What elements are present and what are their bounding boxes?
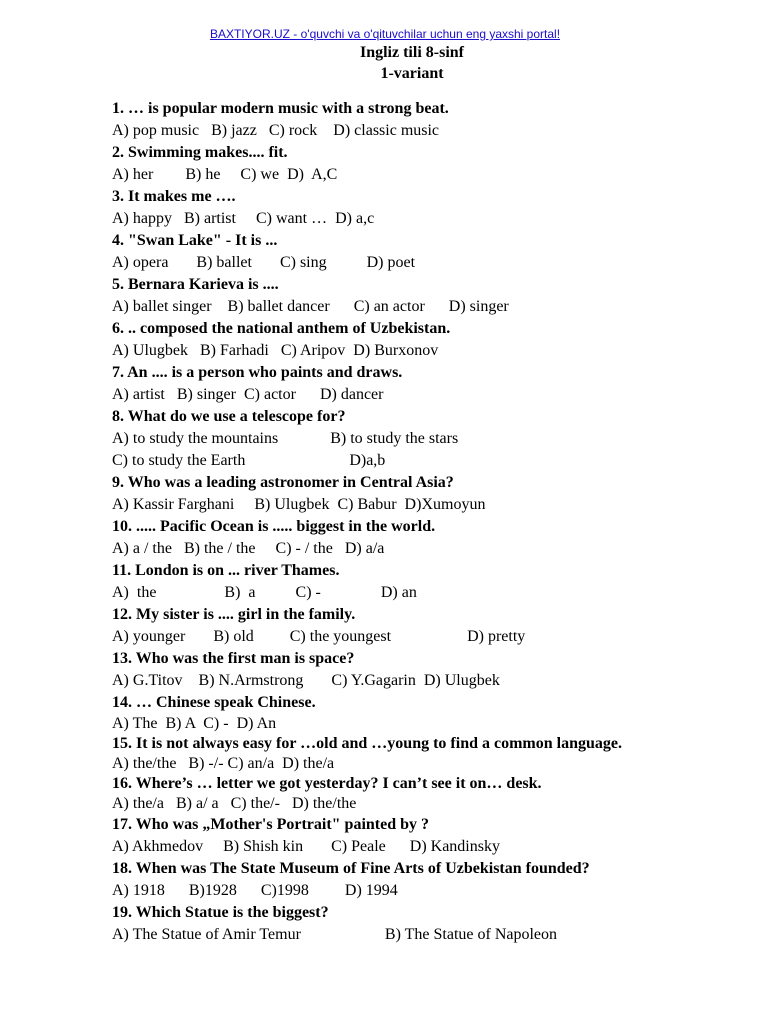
question-6: 6. .. composed the national anthem of Uzbekistan. bbox=[112, 320, 451, 337]
question-list bbox=[112, 98, 752, 946]
answers-10: A) a / the B) the / the C) - / the D) a/a bbox=[112, 540, 385, 557]
question-3: 3. It makes me …. bbox=[112, 188, 236, 205]
answers-9: A) Kassir Farghani B) Ulugbek C) Babur D)Xumoyun bbox=[112, 496, 486, 513]
answers-2: A) her B) he C) we D) A,C bbox=[112, 166, 338, 183]
answers-14: A) The B) A C) - D) An bbox=[112, 715, 277, 732]
question-16: 16. Where’s … letter we got yesterday? I can’t see it on… desk. bbox=[112, 775, 542, 792]
question-14: 14. … Chinese speak Chinese. bbox=[112, 694, 316, 711]
answers-3: A) happy B) artist C) want … D) a,c bbox=[112, 210, 375, 227]
page-title: Ingliz tili 8-sinf bbox=[359, 44, 464, 61]
answers-11: A) the B) a C) - D) an bbox=[112, 584, 417, 601]
answers-4: A) opera B) ballet C) sing D) poet bbox=[112, 254, 416, 271]
answers-13: A) G.Titov B) N.Armstrong C) Y.Gagarin D) Ulugbek bbox=[112, 672, 500, 689]
question-8: 8. What do we use a telescope for? bbox=[112, 408, 346, 425]
answers-17: A) Akhmedov B) Shish kin C) Peale D) Kandinsky bbox=[112, 838, 500, 855]
answers-8-line-2: C) to study the Earth D)a,b bbox=[112, 452, 386, 469]
question-11: 11. London is on ... river Thames. bbox=[112, 562, 340, 579]
question-4: 4. "Swan Lake" - It is ... bbox=[112, 232, 278, 249]
variant-title: 1-variant bbox=[380, 65, 444, 82]
answers-18: A) 1918 B)1928 C)1998 D) 1994 bbox=[112, 882, 398, 899]
answers-5: A) ballet singer B) ballet dancer C) an actor D) singer bbox=[112, 298, 509, 315]
question-15: 15. It is not always easy for …old and …young to find a common language. bbox=[112, 735, 622, 752]
answers-8: A) to study the mountains B) to study the stars bbox=[112, 430, 459, 447]
question-19: 19. Which Statue is the biggest? bbox=[112, 904, 329, 921]
answers-1: A) pop music B) jazz C) rock D) classic music bbox=[112, 122, 440, 139]
question-2: 2. Swimming makes.... fit. bbox=[112, 144, 288, 161]
question-18: 18. When was The State Museum of Fine Arts of Uzbekistan founded? bbox=[112, 860, 590, 877]
answers-7: A) artist B) singer C) actor D) dancer bbox=[112, 386, 384, 403]
portal-link[interactable]: BAXTIYOR.UZ - o'quvchi va o'qituvchilar uchun eng yaxshi portal! bbox=[209, 27, 561, 41]
answers-19: A) The Statue of Amir Temur B) The Statue of Napoleon bbox=[112, 926, 558, 943]
question-5: 5. Bernara Karieva is .... bbox=[112, 276, 279, 293]
question-9: 9. Who was a leading astronomer in Central Asia? bbox=[112, 474, 454, 491]
question-17: 17. Who was „Mother's Portrait" painted by ? bbox=[112, 816, 430, 833]
question-1: 1. … is popular modern music with a strong beat. bbox=[112, 100, 449, 117]
answers-12: A) younger B) old C) the youngest D) pretty bbox=[112, 628, 526, 645]
question-7: 7. An .... is a person who paints and draws. bbox=[112, 364, 403, 381]
answers-15: A) the/the B) -/- C) an/a D) the/a bbox=[112, 755, 335, 772]
question-12: 12. My sister is .... girl in the family. bbox=[112, 606, 356, 623]
answers-16: A) the/a B) a/ a C) the/- D) the/the bbox=[112, 795, 357, 812]
question-13: 13. Who was the first man is space? bbox=[112, 650, 355, 667]
question-10: 10. ..... Pacific Ocean is ..... biggest in the world. bbox=[112, 518, 436, 535]
answers-6: A) Ulugbek B) Farhadi C) Aripov D) Burxonov bbox=[112, 342, 439, 359]
